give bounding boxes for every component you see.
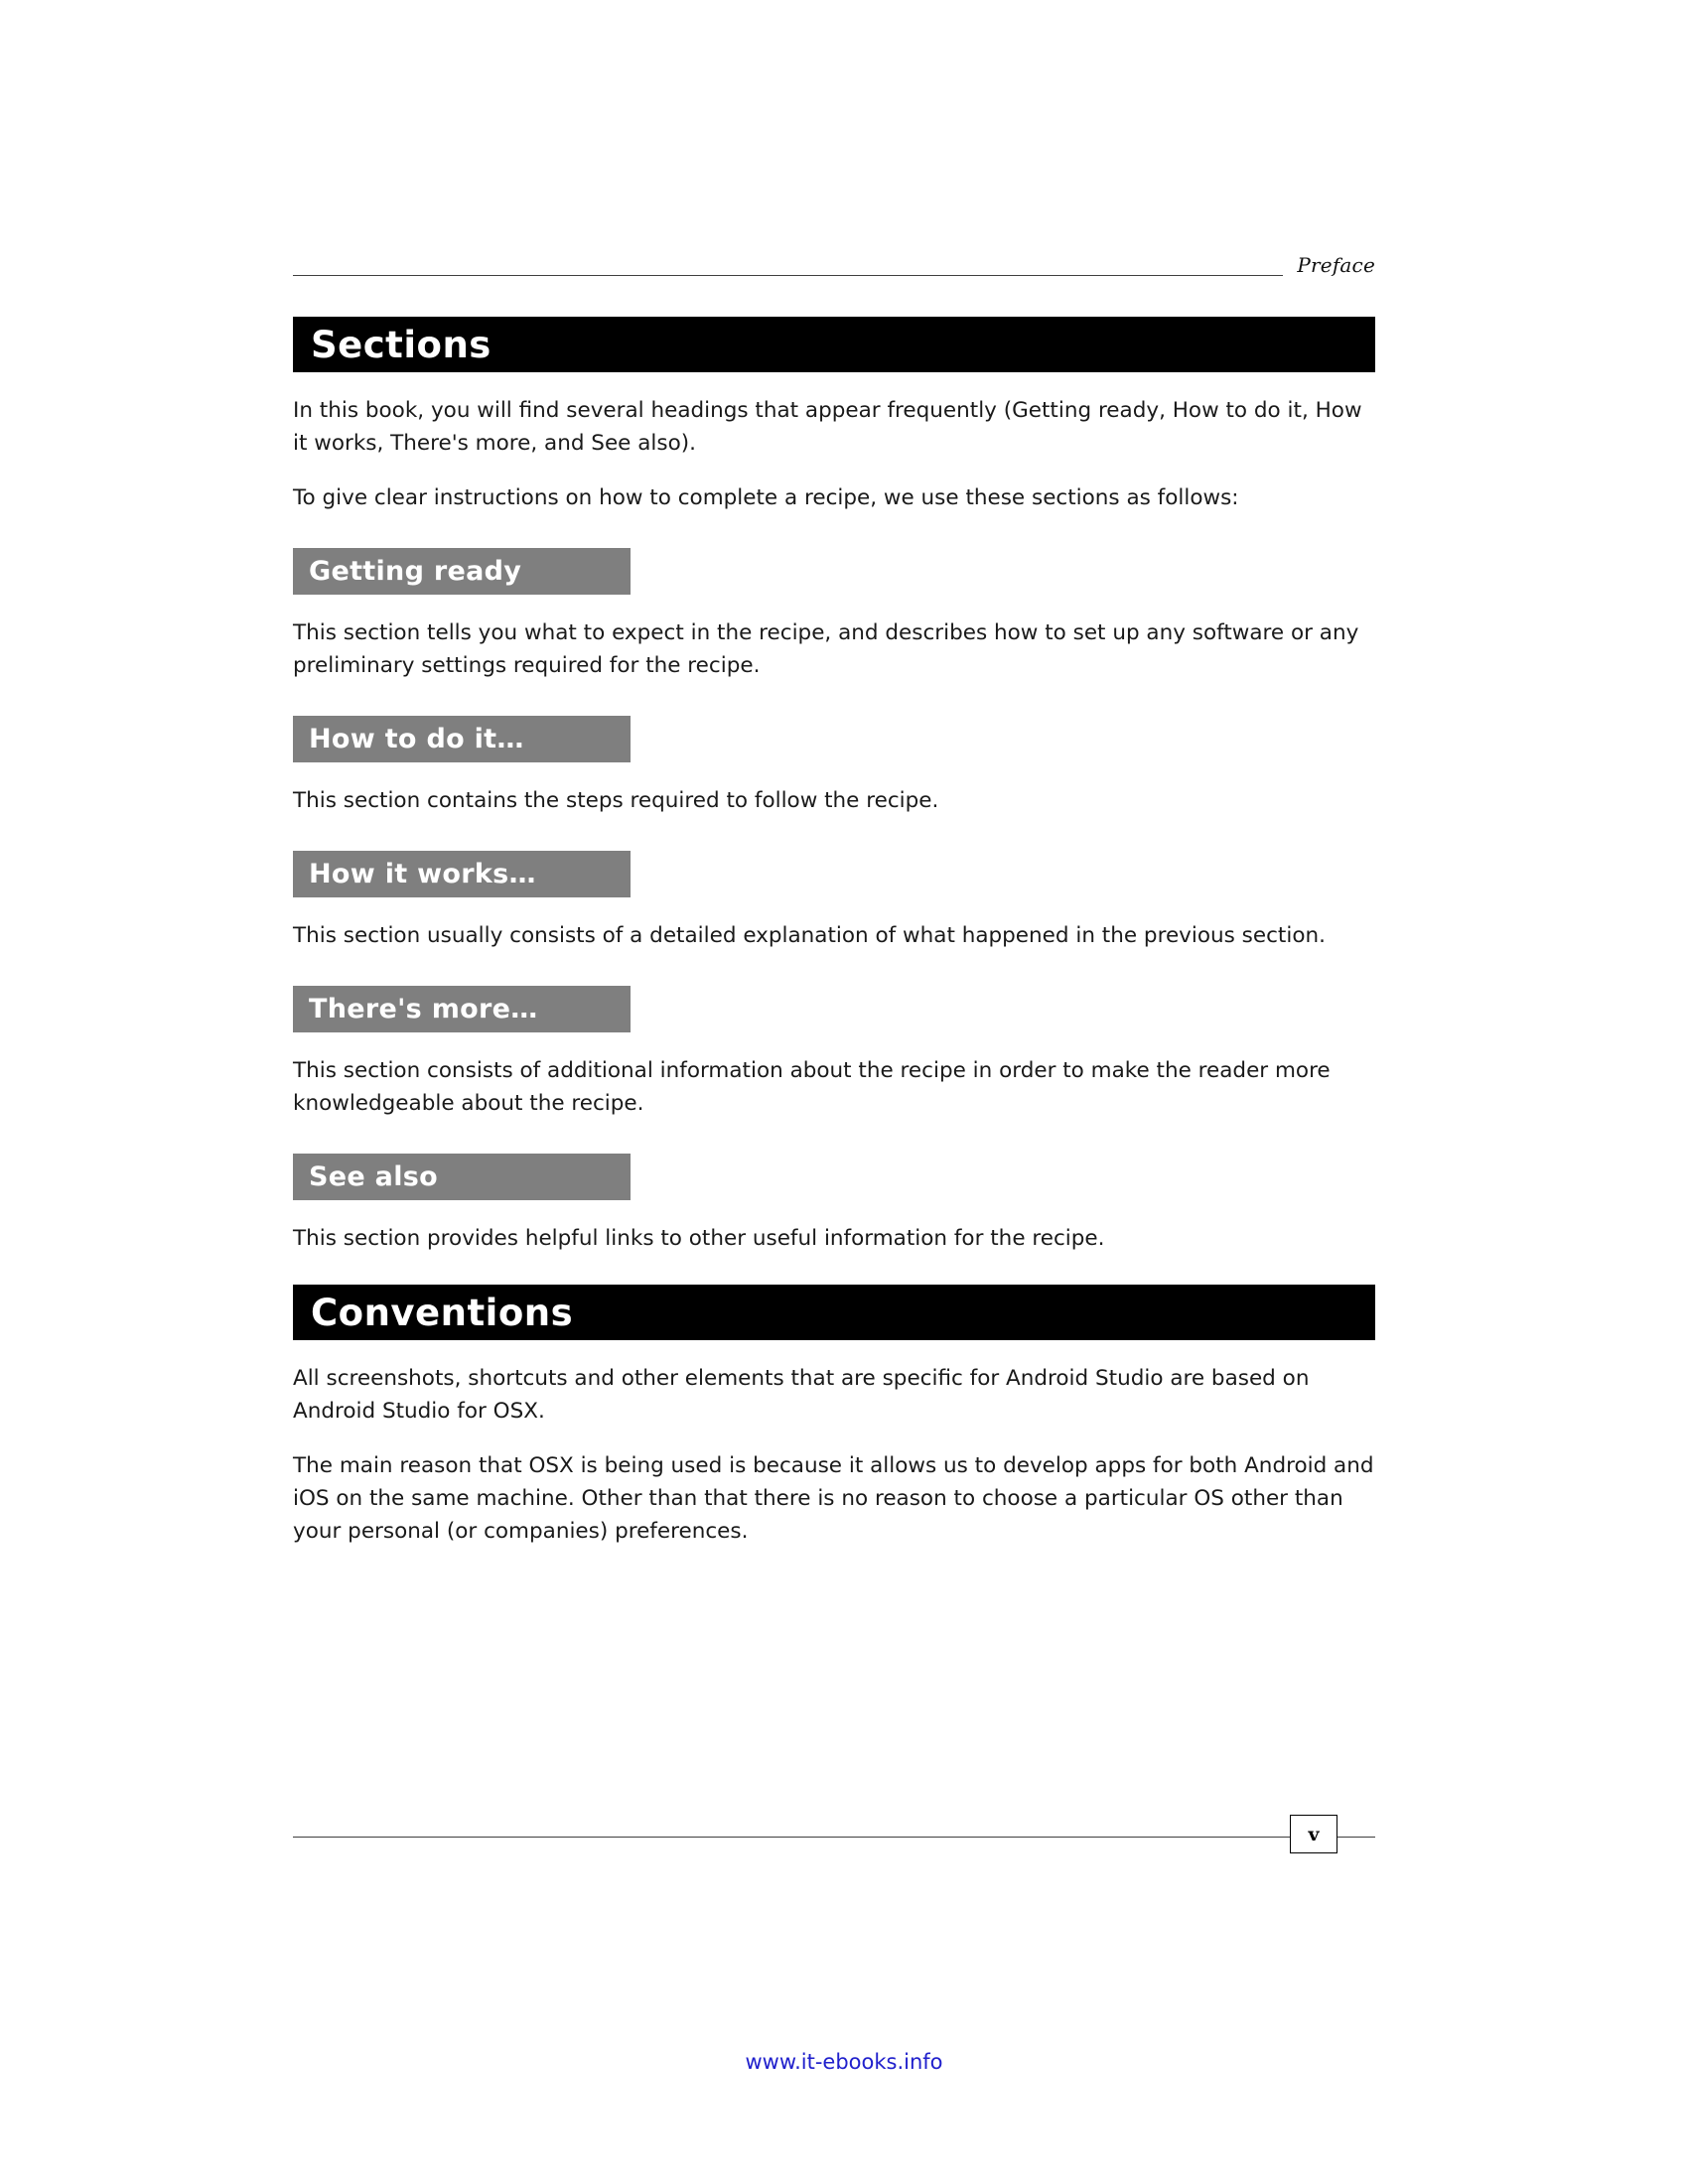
section-heading-sections-label: Sections (311, 323, 492, 366)
header-rule (293, 275, 1375, 276)
subheading-how-to-do-it-label: How to do it… (309, 724, 524, 754)
sections-intro-paragraph-2: To give clear instructions on how to complete a recipe, we use these sections as follows: (293, 485, 1239, 510)
page-content (293, 253, 1375, 1548)
page-footer (293, 1807, 1375, 1846)
subheading-theres-more (293, 986, 631, 1032)
sections-intro-paragraph-1: In this book, you will find several headings that appear frequently (Getting ready, How to do it, How it works, There's more, and See also). (293, 398, 1362, 456)
site-credit: www.it-ebooks.info (745, 2050, 943, 2074)
subheading-how-it-works (293, 851, 631, 897)
subheading-how-it-works-label: How it works… (309, 859, 536, 889)
section-heading-conventions (293, 1285, 1375, 1340)
subsection-theres-more-body: This section consists of additional information about the recipe in order to make the reader more knowledgeable about the recipe. (293, 1058, 1331, 1116)
section-heading-sections (293, 317, 1375, 372)
subheading-how-to-do-it (293, 716, 631, 762)
subheading-theres-more-label: There's more… (309, 994, 538, 1024)
running-head-label: Preface (1283, 253, 1375, 277)
subheading-getting-ready-label: Getting ready (309, 556, 522, 587)
page-number: v (1290, 1815, 1337, 1853)
subsection-how-to-do-it-body: This section contains the steps required to follow the recipe. (293, 788, 939, 813)
subsection-getting-ready-body: This section tells you what to expect in the recipe, and describes how to set up any software or any preliminary settings required for the recipe. (293, 620, 1359, 678)
conventions-paragraph-1: All screenshots, shortcuts and other elements that are specific for Android Studio are based on Android Studio for OSX. (293, 1366, 1310, 1424)
subheading-see-also (293, 1154, 631, 1200)
section-heading-conventions-label: Conventions (311, 1291, 574, 1334)
subheading-see-also-label: See also (309, 1161, 438, 1192)
footer-rule (293, 1837, 1375, 1838)
subheading-getting-ready (293, 548, 631, 595)
subsection-how-it-works-body: This section usually consists of a detailed explanation of what happened in the previous section. (293, 923, 1326, 948)
conventions-paragraph-2: The main reason that OSX is being used is because it allows us to develop apps for both Android and iOS on the same machine. Other than that there is no reason to choose a particular OS other than your personal (or companies) preferences. (293, 1453, 1374, 1544)
running-header (293, 253, 1375, 287)
subsection-see-also-body: This section provides helpful links to other useful information for the recipe. (293, 1226, 1105, 1251)
